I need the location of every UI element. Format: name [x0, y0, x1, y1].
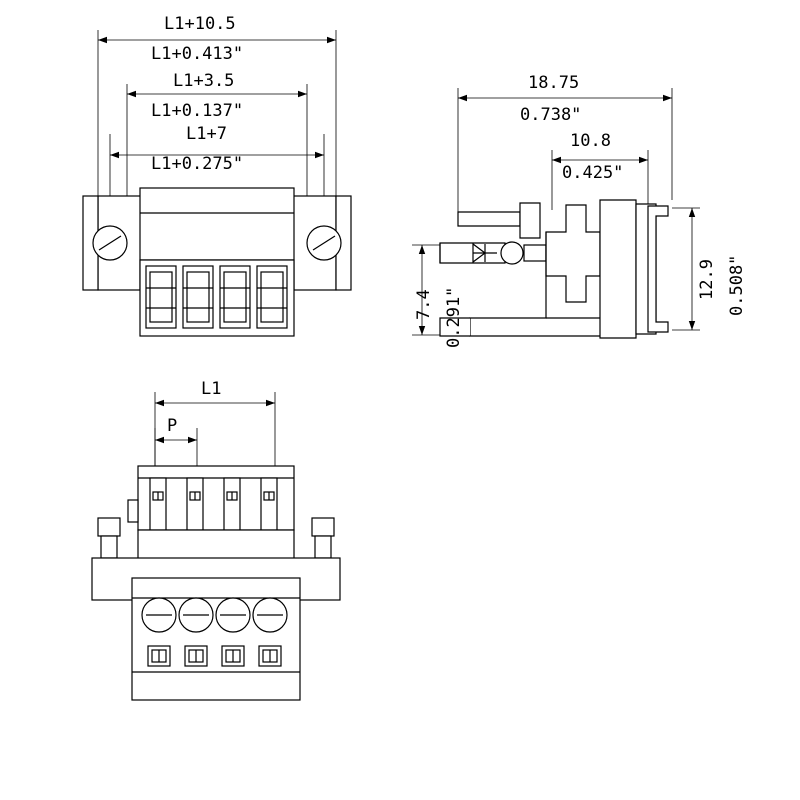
dim-overall-length-in: 0.738" — [520, 105, 582, 125]
dim-mid-width-mm: L1+3.5 — [173, 71, 235, 91]
dim-height-in: 0.508" — [727, 254, 747, 316]
dim-mid-width-in: L1+0.137" — [151, 101, 244, 121]
dim-pin-length-mm: 7.4 — [414, 289, 434, 320]
dim-body-length-mm: 10.8 — [570, 131, 611, 151]
dim-body-length-in: 0.425" — [562, 163, 624, 183]
dim-pitch: P — [167, 416, 178, 436]
dim-pole-span: L1 — [201, 379, 222, 399]
dim-inner-width-mm: L1+7 — [186, 124, 227, 144]
dim-overall-width-mm: L1+10.5 — [164, 14, 236, 34]
view-bottom-left — [92, 392, 340, 700]
dim-inner-width-in: L1+0.275" — [151, 154, 244, 174]
dim-height-mm: 12.9 — [697, 259, 717, 300]
dim-pin-length-in: 0.291" — [444, 286, 464, 348]
dim-overall-width-in: L1+0.413" — [151, 44, 244, 64]
dim-overall-length-mm: 18.75 — [528, 73, 580, 93]
